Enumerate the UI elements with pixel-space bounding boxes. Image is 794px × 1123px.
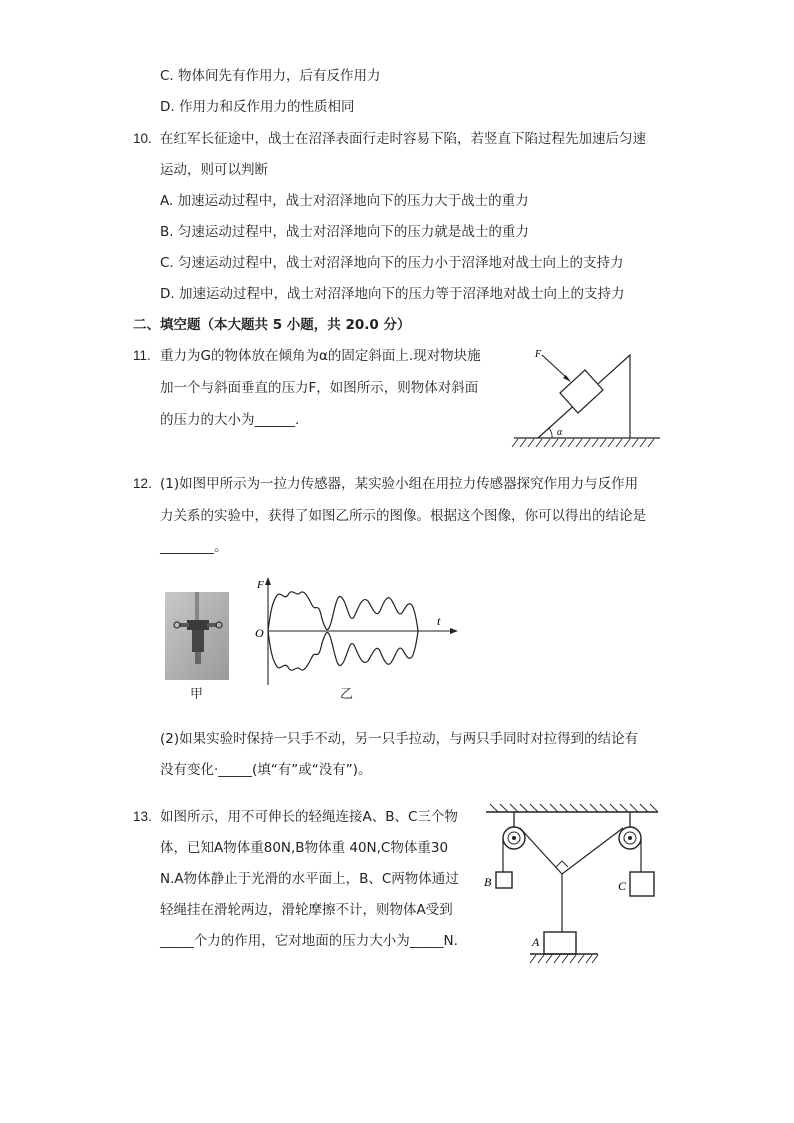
q11-number: 11. — [133, 348, 151, 363]
q12-line4: (2)如果实验时保持一只手不动，另一只手拉动，与两只手同时对拉得到的结论有 — [160, 731, 639, 747]
incline-figure — [508, 345, 668, 453]
q11-line3: 的压力的大小为______. — [160, 412, 300, 428]
q12-line5: 没有变化·_____(填“有”或“没有”)。 — [160, 762, 372, 778]
q11-line1: 重力为G的物体放在倾角为α的固定斜面上.现对物块施 — [160, 348, 481, 364]
q9-option-c: C. 物体间先有作用力，后有反作用力 — [160, 68, 381, 84]
angle-label: α — [557, 427, 563, 438]
q13-line3: N.A物体静止于光滑的水平面上，B、C两物体通过 — [160, 871, 459, 887]
fig-label-yi: 乙 — [340, 687, 354, 702]
q10-option-d: D. 加速运动过程中，战士对沼泽地向下的压力等于沼泽地对战士向上的支持力 — [160, 286, 625, 302]
force-time-graph — [254, 575, 460, 687]
q10-option-a: A. 加速运动过程中，战士对沼泽地向下的压力大于战士的重力 — [160, 193, 529, 209]
label-c: C — [618, 879, 627, 893]
q12-line3: ________。 — [160, 539, 228, 555]
axis-label-t: t — [437, 614, 441, 628]
label-a: A — [532, 935, 540, 949]
fig-label-jia: 甲 — [190, 687, 204, 702]
force-arrow — [542, 355, 568, 379]
q13-line5: _____个力的作用，它对地面的压力大小为_____N. — [160, 933, 458, 949]
force-label: F — [535, 349, 542, 360]
block-c — [630, 872, 654, 896]
q12-line2: 力关系的实验中，获得了如图乙所示的图像。根据这个图像，你可以得出的结论是 — [160, 508, 646, 524]
q10-stem-line2: 运动，则可以判断 — [160, 162, 268, 178]
q13-line1: 如图所示，用不可伸长的轻绳连接A、B、C三个物 — [160, 809, 458, 825]
pulley-figure — [480, 802, 666, 968]
q11-line2: 加一个与斜面垂直的压力F，如图所示，则物体对斜面 — [160, 380, 479, 396]
q10-option-b: B. 匀速运动过程中，战士对沼泽地向下的压力就是战士的重力 — [160, 224, 529, 240]
q13-line2: 体，已知A物体重80N,B物体重 40N,C物体重30 — [160, 840, 449, 856]
q12-line1: (1)如图甲所示为一拉力传感器，某实验小组在用拉力传感器探究作用力与反作用 — [160, 476, 639, 492]
sensor-photo — [165, 592, 229, 680]
q10-stem-line1: 在红军长征途中，战士在沼泽表面行走时容易下陷，若竖直下陷过程先加速后匀速 — [160, 131, 646, 147]
q10-number: 10. — [133, 131, 152, 146]
label-b: B — [484, 875, 492, 889]
q13-number: 13. — [133, 809, 152, 824]
q10-option-c: C. 匀速运动过程中，战士对沼泽地向下的压力小于沼泽地对战士向上的支持力 — [160, 255, 624, 271]
block-b — [496, 872, 512, 888]
q9-option-d: D. 作用力和反作用力的性质相同 — [160, 99, 355, 115]
q12-number: 12. — [133, 476, 152, 491]
axis-label-f: F — [257, 579, 264, 591]
force-curve-upper — [268, 592, 418, 631]
axis-label-o: O — [255, 626, 264, 640]
q13-line4: 轻绳挂在滑轮两边，滑轮摩擦不计，则物体A受到 — [160, 902, 453, 918]
force-curve-lower — [268, 631, 418, 670]
section-title: 二、填空题（本大题共 5 小题，共 20.0 分） — [133, 317, 411, 333]
block-a — [544, 932, 576, 954]
